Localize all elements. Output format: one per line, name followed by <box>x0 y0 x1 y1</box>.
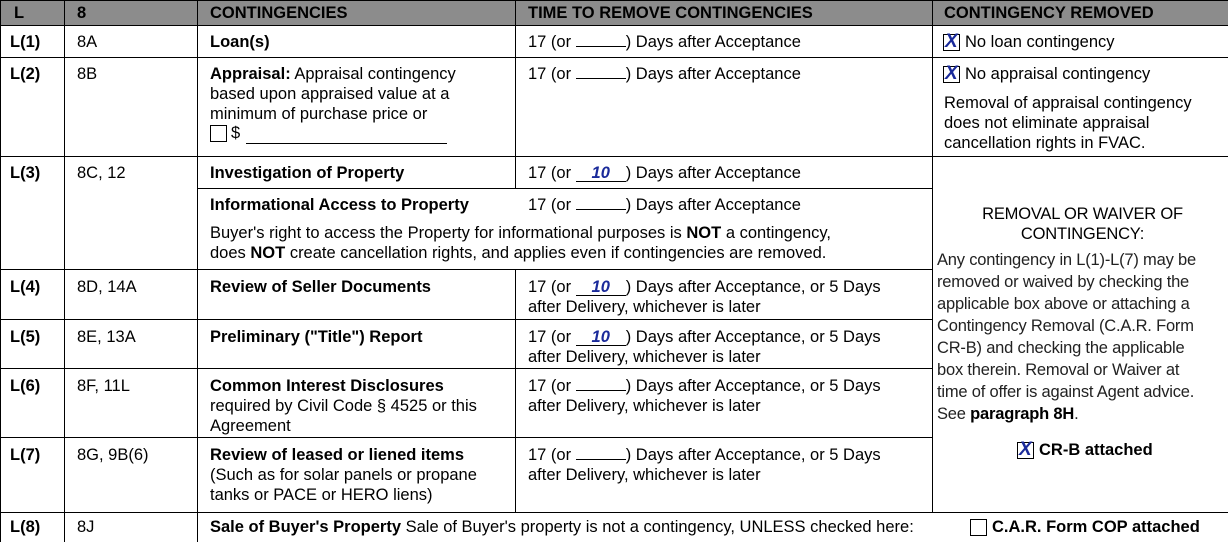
row-id: L(2) <box>10 65 41 83</box>
appraisal-amount-input[interactable] <box>246 127 447 144</box>
contingency-desc: tanks or PACE or HERO liens) <box>210 486 433 504</box>
header-col-removed: CONTINGENCY REMOVED <box>944 4 1154 22</box>
time-suffix: ) Days after Acceptance <box>625 196 801 214</box>
grid-line <box>0 368 932 369</box>
header-col-num: 8 <box>77 4 87 22</box>
time-to-remove <box>528 64 801 84</box>
check-mark-icon: X <box>945 31 958 52</box>
grid-line <box>0 156 1228 157</box>
grid-line <box>0 437 932 438</box>
time-prefix: 17 (or <box>528 65 572 83</box>
time-to-remove <box>528 376 881 396</box>
grid-line <box>0 512 1228 513</box>
time-to-remove <box>528 163 801 183</box>
grid-line <box>515 0 516 188</box>
sale-of-buyer-property <box>210 517 914 537</box>
time-suffix: ) Days after Acceptance <box>625 164 801 182</box>
removal-body-line: CR-B) and checking the applicable <box>937 339 1185 357</box>
row-ref: 8D, 14A <box>77 278 137 296</box>
contingency-title: Informational Access to Property <box>210 196 469 214</box>
time-suffix: ) Days after Acceptance, or 5 Days <box>625 446 881 464</box>
crb-attached-label: CR-B attached <box>1039 441 1153 459</box>
days-blank-input[interactable] <box>576 209 626 210</box>
removal-text: See <box>937 405 966 423</box>
appraisal-note: does not eliminate appraisal <box>944 114 1150 132</box>
time-prefix: 17 (or <box>528 278 572 296</box>
informational-access-note <box>210 243 826 263</box>
time-to-remove-line2: after Delivery, whichever is later <box>528 466 761 484</box>
checkbox-label: No appraisal contingency <box>965 65 1151 83</box>
row-ref: 8A <box>77 33 98 51</box>
contingency-title: Common Interest Disclosures <box>210 377 444 395</box>
time-to-remove <box>528 327 881 347</box>
time-to-remove <box>528 32 801 52</box>
contingency-desc: Sale of Buyer's property is not a contingency, UNLESS checked here: <box>405 518 914 536</box>
removal-body-line: Contingency Removal (C.A.R. Form <box>937 317 1194 335</box>
removal-text: . <box>1074 405 1079 423</box>
time-suffix: ) Days after Acceptance, or 5 Days <box>625 377 881 395</box>
appraisal-note: Removal of appraisal contingency <box>944 94 1192 112</box>
note-text: a contingency, <box>725 224 831 242</box>
removal-body-line: applicable box above or attaching a <box>937 295 1190 313</box>
header-col-contingencies: CONTINGENCIES <box>210 4 348 22</box>
days-blank-input[interactable] <box>576 459 626 460</box>
time-suffix: ) Days after Acceptance, or 5 Days <box>625 278 881 296</box>
appraisal-title: Appraisal: <box>210 65 291 83</box>
contingency-title: Preliminary ("Title") Report <box>210 328 423 346</box>
time-prefix: 17 (or <box>528 164 572 182</box>
grid-line <box>64 0 65 542</box>
days-blank-input[interactable] <box>576 78 626 79</box>
time-to-remove <box>528 445 881 465</box>
contingency-title: Review of leased or liened items <box>210 446 465 464</box>
time-to-remove <box>528 195 801 215</box>
contingency-desc: (Such as for solar panels or propane <box>210 466 477 484</box>
grid-line <box>932 0 933 512</box>
row-ref: 8J <box>77 518 95 536</box>
removal-body-line <box>937 403 1228 425</box>
removal-heading: CONTINGENCY: <box>1020 225 1145 243</box>
appraisal-desc: Appraisal contingency <box>294 65 456 83</box>
grid-line <box>0 25 1228 26</box>
grid-line <box>0 269 932 270</box>
time-to-remove-line2: after Delivery, whichever is later <box>528 397 761 415</box>
contingency-title: Sale of Buyer's Property <box>210 518 401 536</box>
row-id: L(8) <box>10 518 41 536</box>
time-to-remove <box>528 277 881 297</box>
time-prefix: 17 (or <box>528 377 572 395</box>
contingency-desc: required by Civil Code § 4525 or this <box>210 397 477 415</box>
removal-heading: REMOVAL OR WAIVER OF <box>982 205 1183 223</box>
paragraph-reference: paragraph 8H <box>970 405 1075 423</box>
grid-line <box>515 269 516 512</box>
time-suffix: ) Days after Acceptance <box>625 33 801 51</box>
time-to-remove-line2: after Delivery, whichever is later <box>528 298 761 316</box>
contingency-title: Review of Seller Documents <box>210 278 431 296</box>
no-appraisal-contingency-checkbox[interactable] <box>943 63 960 84</box>
row-id: L(3) <box>10 164 41 182</box>
check-mark-icon: X <box>945 63 958 84</box>
row-id: L(7) <box>10 446 41 464</box>
time-to-remove-line2: after Delivery, whichever is later <box>528 348 761 366</box>
time-prefix: 17 (or <box>528 33 572 51</box>
note-text: does <box>210 244 246 262</box>
appraisal-desc-line: based upon appraised value at a <box>210 85 450 103</box>
days-blank-input[interactable] <box>576 390 626 391</box>
appraisal-amount-checkbox[interactable] <box>210 125 227 142</box>
row-ref: 8E, 13A <box>77 328 136 346</box>
row-ref: 8G, 9B(6) <box>77 446 149 464</box>
grid-line <box>0 0 1 542</box>
note-emphasis: NOT <box>686 224 722 242</box>
row-id: L(1) <box>10 33 41 51</box>
removal-body-line: removed or waived by checking the <box>937 273 1190 291</box>
time-prefix: 17 (or <box>528 446 572 464</box>
contingency-title: Loan(s) <box>210 33 270 51</box>
row-ref: 8B <box>77 65 98 83</box>
row-id: L(6) <box>10 377 41 395</box>
contingency-title: Investigation of Property <box>210 164 405 182</box>
time-prefix: 17 (or <box>528 196 572 214</box>
grid-line <box>197 0 198 542</box>
grid-line <box>0 319 932 320</box>
days-blank-input[interactable] <box>576 46 626 47</box>
days-blank-input[interactable]: 10 <box>576 279 626 296</box>
grid-line <box>0 57 1228 58</box>
removal-body-line: time of offer is against Agent advice. <box>937 383 1195 401</box>
appraisal-note: cancellation rights in FVAC. <box>944 134 1146 152</box>
contingency-title <box>210 64 456 84</box>
informational-access-note <box>210 223 831 243</box>
days-blank-input[interactable]: 10 <box>576 165 626 182</box>
grid-line <box>0 0 1228 1</box>
time-prefix: 17 (or <box>528 328 572 346</box>
check-mark-icon: X <box>1019 439 1032 460</box>
row-ref: 8C, 12 <box>77 164 126 182</box>
note-text: Buyer's right to access the Property for informational purposes is <box>210 224 682 242</box>
grid-line <box>197 188 932 189</box>
note-text: create cancellation rights, and applies even if contingencies are removed. <box>289 244 827 262</box>
header-col-time: TIME TO REMOVE CONTINGENCIES <box>528 4 813 22</box>
removal-body-line: Any contingency in L(1)-L(7) may be <box>937 251 1196 269</box>
dollar-sign: $ <box>231 124 241 142</box>
note-emphasis: NOT <box>250 244 286 262</box>
no-loan-contingency-checkbox[interactable] <box>943 31 960 52</box>
contingency-desc: Agreement <box>210 417 291 435</box>
header-col-l: L <box>14 4 25 22</box>
cop-attached-label: C.A.R. Form COP attached <box>992 518 1200 536</box>
time-suffix: ) Days after Acceptance <box>625 65 801 83</box>
row-ref: 8F, 11L <box>77 377 130 395</box>
days-blank-input[interactable]: 10 <box>576 329 626 346</box>
row-id: L(5) <box>10 328 41 346</box>
time-suffix: ) Days after Acceptance, or 5 Days <box>625 328 881 346</box>
checkbox-label: No loan contingency <box>965 33 1115 51</box>
appraisal-desc-line: minimum of purchase price or <box>210 105 428 123</box>
removal-body-line: box therein. Removal or Waiver at <box>937 361 1180 379</box>
crb-attached-checkbox[interactable] <box>1017 439 1034 460</box>
cop-attached-checkbox[interactable] <box>970 519 987 536</box>
row-id: L(4) <box>10 278 41 296</box>
